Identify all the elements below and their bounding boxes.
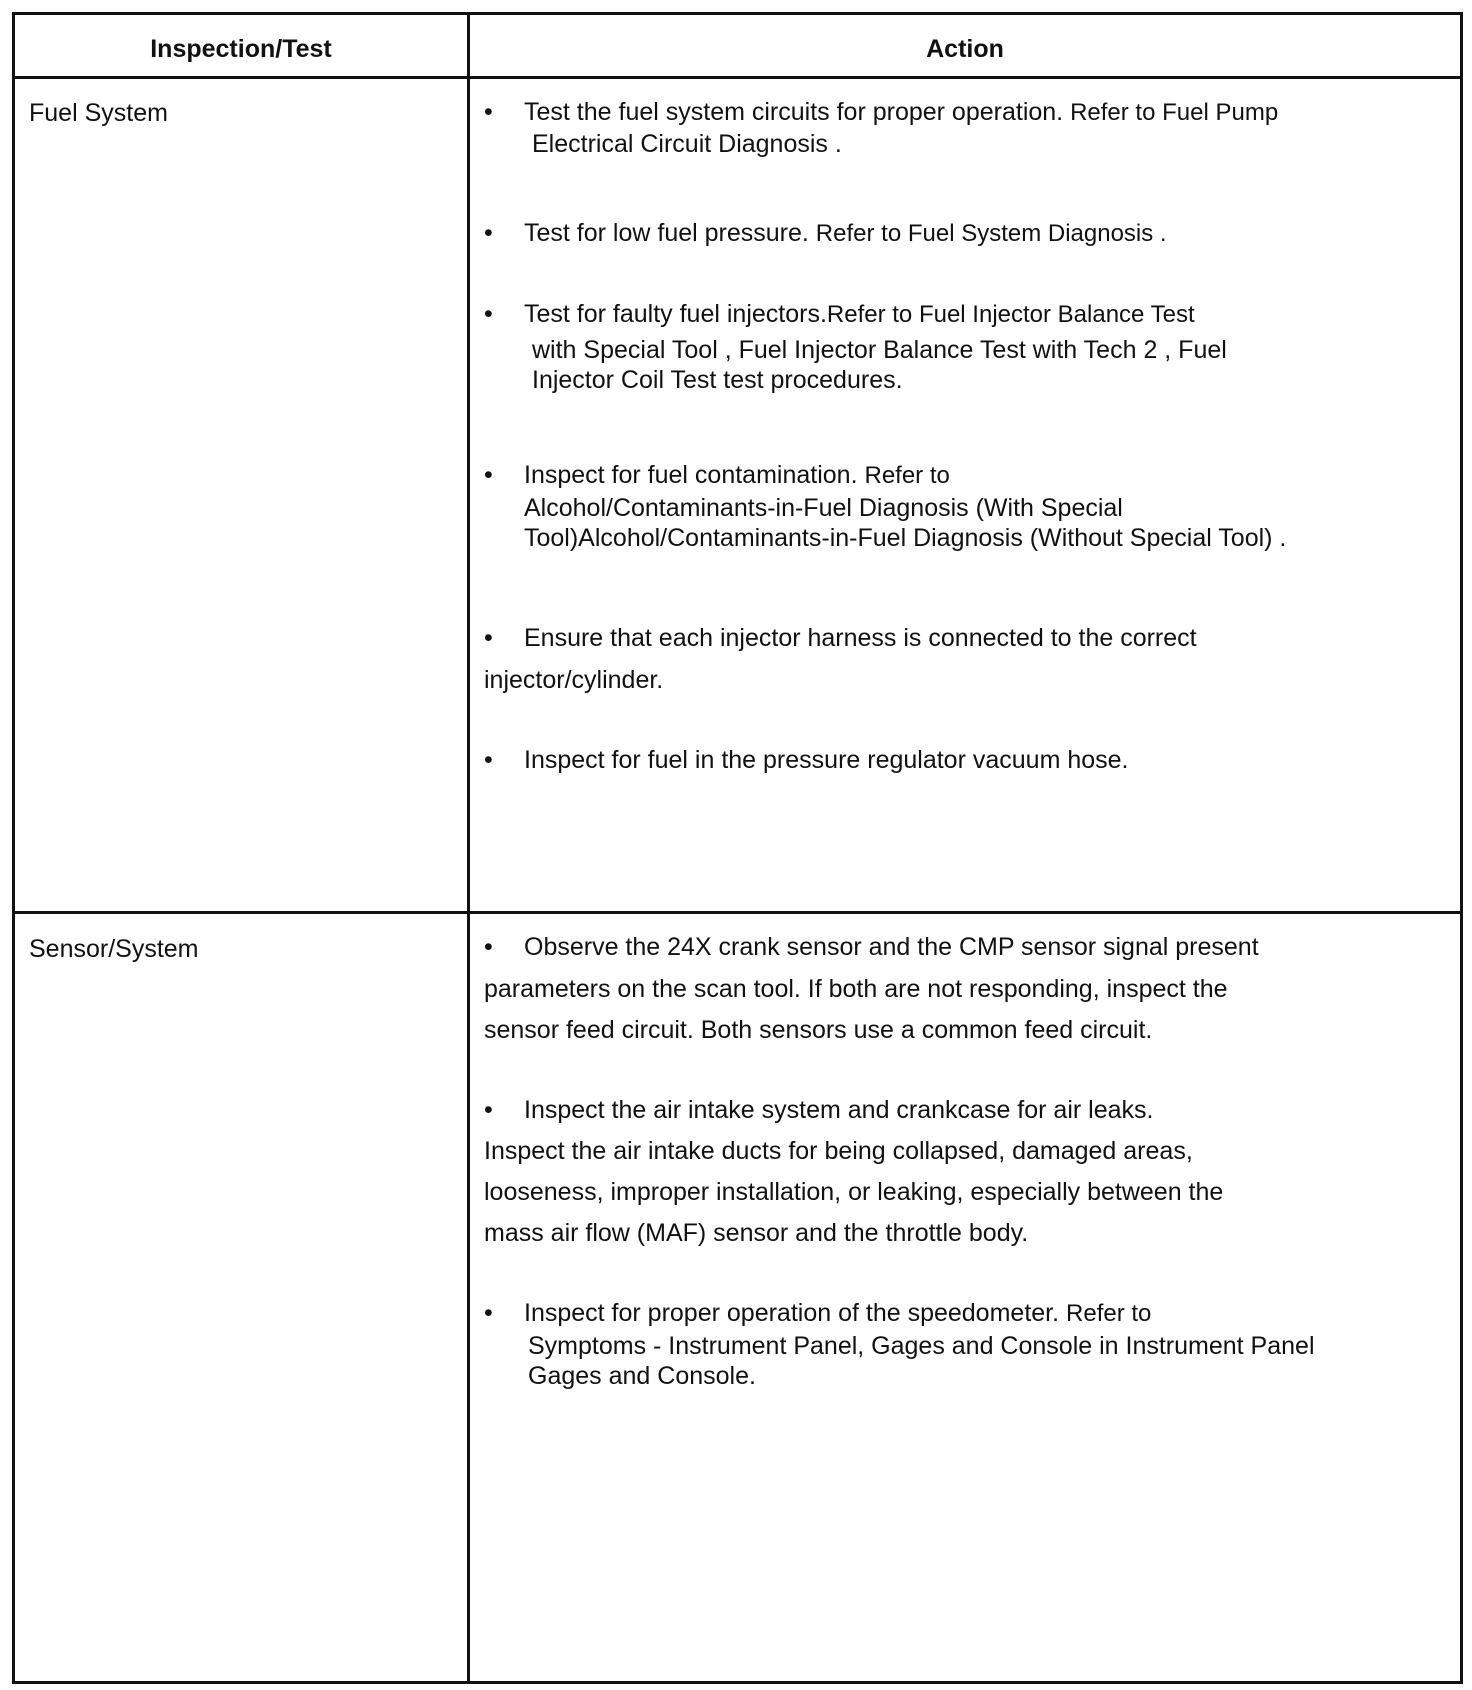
action-lead: Test for low fuel pressure. [524, 219, 809, 247]
bullet-icon: • [484, 300, 493, 328]
action-lead: Test for faulty fuel injectors. [524, 300, 827, 328]
bullet-icon: • [484, 98, 493, 126]
action-continuation: Alcohol/Contaminants-in-Fuel Diagnosis (With Special [524, 494, 1123, 522]
action-continuation: parameters on the scan tool. If both are not responding, inspect the [484, 975, 1228, 1003]
fuel-system-actions [470, 0, 1430, 1690]
action-reference: Refer to Fuel System Diagnosis . [815, 220, 1167, 247]
action-continuation: Tool)Alcohol/Contaminants-in-Fuel Diagnosis (Without Special Tool) . [524, 524, 1287, 552]
row-label-sensor-system: Sensor/System [29, 935, 199, 963]
action-lead: Inspect for proper operation of the speedometer. [524, 1299, 1060, 1327]
action-lead: Inspect the air intake system and crankcase for air leaks. [524, 1096, 1154, 1124]
bullet-icon: • [484, 461, 493, 489]
action-continuation: injector/cylinder. [484, 666, 664, 694]
action-reference: Refer to [864, 462, 950, 489]
action-lead: Inspect for fuel contamination. [524, 461, 858, 489]
bullet-icon: • [484, 1299, 493, 1327]
action-reference: Refer to Fuel Pump [1070, 99, 1279, 126]
bullet-icon: • [484, 933, 493, 961]
bullet-icon: • [484, 1096, 493, 1124]
action-lead: Ensure that each injector harness is connected to the correct [524, 624, 1197, 652]
header-action: Action [926, 35, 1004, 63]
action-continuation: Inspect the air intake ducts for being collapsed, damaged areas, [484, 1137, 1193, 1165]
bullet-icon: • [484, 746, 493, 774]
action-lead: Observe the 24X crank sensor and the CMP sensor signal present [524, 933, 1259, 961]
action-lead: Test the fuel system circuits for proper operation. [524, 98, 1064, 126]
action-continuation: looseness, improper installation, or leaking, especially between the [484, 1178, 1224, 1206]
action-continuation: Gages and Console. [528, 1362, 756, 1390]
action-reference: Refer to [1066, 1300, 1152, 1327]
action-continuation: sensor feed circuit. Both sensors use a common feed circuit. [484, 1016, 1153, 1044]
action-continuation: mass air flow (MAF) sensor and the throttle body. [484, 1219, 1029, 1247]
action-lead: Inspect for fuel in the pressure regulator vacuum hose. [524, 746, 1129, 774]
action-continuation: Electrical Circuit Diagnosis . [532, 130, 842, 158]
bullet-icon: • [484, 219, 493, 247]
action-continuation: Symptoms - Instrument Panel, Gages and Console in Instrument Panel [528, 1332, 1315, 1360]
action-continuation: with Special Tool , Fuel Injector Balance Test with Tech 2 , Fuel [532, 336, 1227, 364]
header-inspection-test: Inspection/Test [150, 35, 332, 63]
action-reference: Refer to Fuel Injector Balance Test [826, 301, 1195, 328]
row-label-fuel-system: Fuel System [29, 99, 168, 127]
action-continuation: Injector Coil Test test procedures. [532, 366, 903, 394]
bullet-icon: • [484, 624, 493, 652]
